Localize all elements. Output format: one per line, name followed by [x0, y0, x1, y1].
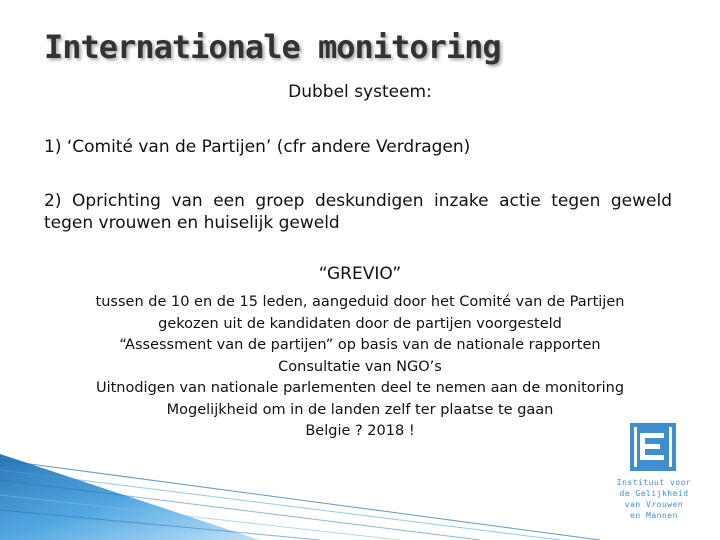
institute-logo — [600, 415, 720, 540]
detail-line: Consultatie van NGO’s — [278, 358, 442, 375]
logo-line: de Gelijkheid — [619, 489, 689, 498]
decorative-wave-graphic — [0, 440, 600, 540]
logo-line: en Mannen — [630, 511, 678, 520]
detail-line: Belgie ? 2018 ! — [305, 423, 415, 439]
point-1: 1) ‘Comité van de Partijen’ (cfr andere Verdragen) — [44, 137, 471, 157]
detail-line: gekozen uit de kandidaten door de partijen voorgesteld — [158, 315, 562, 332]
detail-line: “Assessment van de partijen” op basis van de nationale rapporten — [119, 337, 601, 353]
detail-line: Mogelijkheid om in de landen zelf ter plaatse te gaan — [166, 401, 554, 418]
slide-title: Internationale monitoring — [44, 28, 501, 66]
grevio-details-list — [60, 292, 660, 443]
logo-line: van Vrouwen — [624, 500, 684, 509]
detail-line: Uitnodigen van nationale parlementen deel te nemen aan de monitoring — [95, 380, 625, 396]
slide-subtitle: Dubbel systeem: — [288, 82, 432, 102]
equality-logo-icon — [628, 421, 678, 473]
grevio-heading: “GREVIO” — [318, 264, 402, 284]
logo-text — [600, 477, 708, 521]
point-2: 2) Oprichting van een groep deskundigen inzake actie tegen geweld tegen vrouwen en huiselijk geweld — [44, 191, 672, 233]
logo-line: Instituut voor — [616, 478, 692, 487]
detail-line: tussen de 10 en de 15 leden, aangeduid door het Comité van de Partijen — [95, 294, 625, 310]
